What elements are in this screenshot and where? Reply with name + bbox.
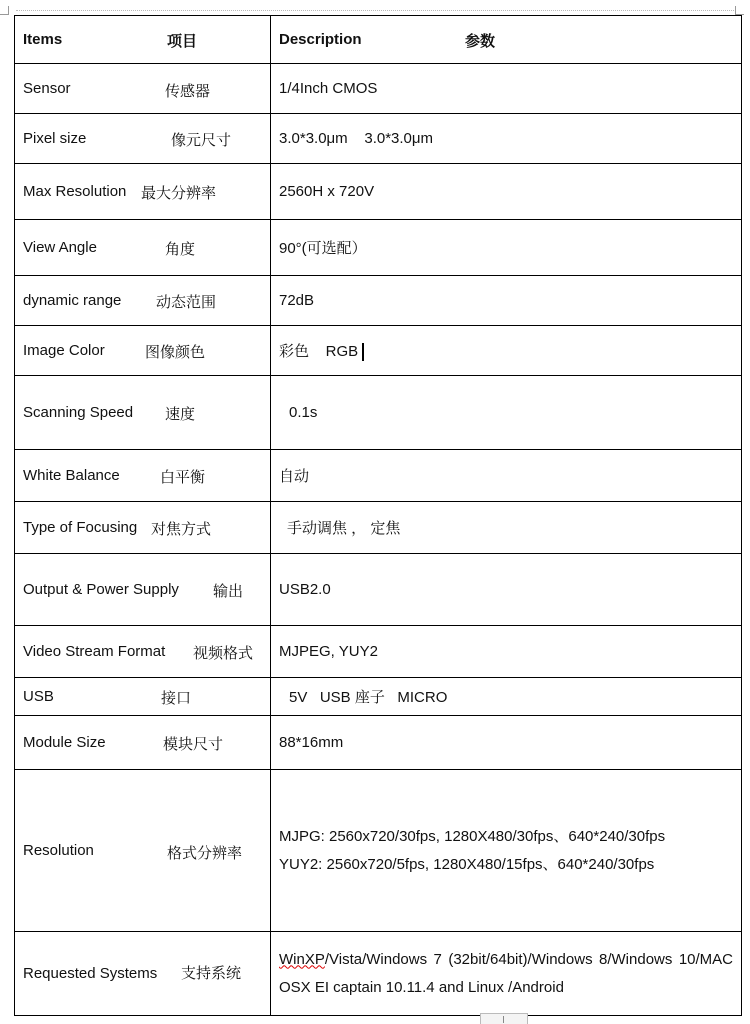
header-description-label: Description (279, 31, 362, 48)
row-label-cn: 像元尺寸 (171, 132, 232, 149)
row-label-cn: 支持系统 (181, 965, 242, 982)
row-value-cell: 5V USB 座子 MICRO (271, 678, 742, 716)
page-margin-guide (16, 10, 734, 11)
resolution-yuy2-line: YUY2: 2560x720/5fps, 1280X480/15fps、640*240/30fps (279, 855, 655, 873)
header-items-label: Items (23, 31, 63, 48)
row-label-en: White Balance (23, 467, 120, 484)
row-label-en: Resolution (23, 842, 94, 859)
row-label-en: Sensor (23, 80, 71, 97)
table-row-systems (15, 932, 742, 1016)
row-value-cell: 0.1s (271, 376, 742, 450)
row-label-en: Module Size (23, 734, 106, 751)
row-label-cn: 速度 (165, 406, 196, 423)
row-label-en: Scanning Speed (23, 404, 134, 421)
page-break-marker (503, 1016, 504, 1023)
table-row (15, 450, 742, 502)
row-label-cell (15, 770, 271, 932)
row-label-cn: 接口 (161, 690, 192, 707)
table-row-resolution (15, 770, 742, 932)
row-value-cell: 3.0*3.0μm 3.0*3.0μm (271, 114, 742, 164)
row-label-cell (15, 326, 271, 376)
row-value-cell: 1/4Inch CMOS (271, 64, 742, 114)
table-row (15, 164, 742, 220)
row-label-en: View Angle (23, 239, 97, 256)
row-label-cn: 动态范围 (156, 294, 217, 311)
row-value-cell (271, 326, 742, 376)
text-cursor (362, 343, 364, 361)
row-label-en: Pixel size (23, 130, 87, 147)
row-value-cell: 自动 (271, 450, 742, 502)
table-row (15, 114, 742, 164)
row-label-cell (15, 114, 271, 164)
row-label-cell (15, 932, 271, 1016)
page-break-tab (480, 1013, 528, 1024)
row-value-cell (271, 770, 742, 932)
row-label-cell (15, 502, 271, 554)
row-label-cn: 角度 (165, 241, 196, 258)
row-label-cell (15, 450, 271, 502)
table-row (15, 716, 742, 770)
row-label-en: dynamic range (23, 292, 122, 309)
page-corner-mark-right (735, 6, 744, 15)
row-label-cell (15, 164, 271, 220)
row-value-cell: 90°(可选配） (271, 220, 742, 276)
systems-value-text: /Vista/Windows 7 (32bit/64bit)/Windows 8/Windows 10/MAC OSX EI captain 10.11.4 and Linux /Android (279, 950, 733, 996)
row-value-cell: 88*16mm (271, 716, 742, 770)
image-color-value: 彩色 RGB (279, 342, 359, 360)
row-label-cn: 输出 (213, 583, 244, 600)
table-row (15, 678, 742, 716)
row-label-cn: 格式分辨率 (167, 845, 243, 862)
resolution-mjpg-line: MJPG: 2560x720/30fps, 1280X480/30fps、640*240/30fps (279, 827, 666, 845)
row-label-cn: 白平衡 (160, 469, 206, 486)
row-label-cn: 对焦方式 (151, 521, 212, 538)
row-value-cell: MJPEG, YUY2 (271, 626, 742, 678)
row-label-cn: 最大分辨率 (141, 185, 217, 202)
row-label-cell (15, 276, 271, 326)
table-row (15, 220, 742, 276)
header-description-cn: 参数 (465, 33, 496, 50)
row-value-cell: 72dB (271, 276, 742, 326)
header-description-cell (271, 16, 742, 64)
row-label-cell (15, 376, 271, 450)
row-label-cn: 模块尺寸 (163, 736, 224, 753)
row-label-cell (15, 716, 271, 770)
row-label-cell (15, 220, 271, 276)
row-label-cn: 图像颜色 (145, 344, 206, 361)
row-label-en: Image Color (23, 342, 105, 359)
header-items-cn: 项目 (167, 33, 198, 50)
table-header-row (15, 16, 742, 64)
row-label-cell (15, 64, 271, 114)
row-label-cell (15, 626, 271, 678)
spec-table (14, 15, 742, 1016)
row-label-cell (15, 554, 271, 626)
row-label-cn: 视频格式 (193, 645, 254, 662)
row-value-cell: 手动调焦 ， 定焦 (271, 502, 742, 554)
row-label-cell (15, 678, 271, 716)
row-value-cell (271, 932, 742, 1016)
row-label-cn: 传感器 (165, 83, 211, 100)
table-row (15, 626, 742, 678)
header-items-cell (15, 16, 271, 64)
table-row (15, 376, 742, 450)
table-row (15, 554, 742, 626)
row-label-en: Max Resolution (23, 183, 127, 200)
row-label-en: Video Stream Format (23, 643, 166, 660)
spellcheck-word: WinXP (279, 950, 325, 968)
row-label-en: Output & Power Supply (23, 581, 179, 598)
row-value-cell: 2560H x 720V (271, 164, 742, 220)
table-row (15, 64, 742, 114)
page-corner-mark-left (0, 6, 9, 15)
table-row (15, 276, 742, 326)
row-value-cell: USB2.0 (271, 554, 742, 626)
row-label-en: Requested Systems (23, 965, 158, 982)
row-label-en: USB (23, 688, 54, 705)
table-row (15, 502, 742, 554)
row-label-en: Type of Focusing (23, 519, 138, 536)
table-row (15, 326, 742, 376)
